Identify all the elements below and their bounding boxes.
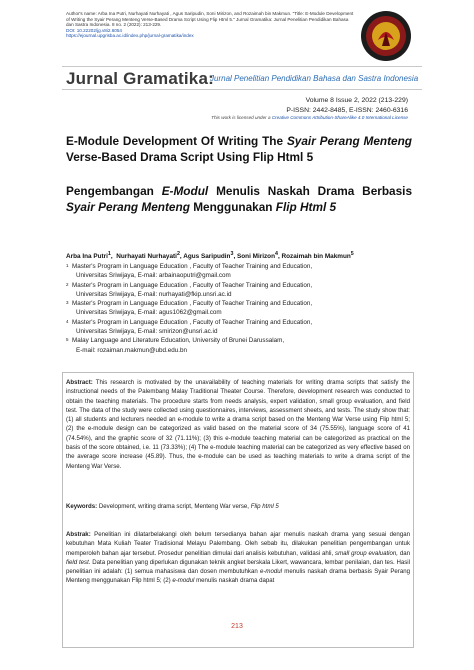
affiliation-line: Master's Program in Language Education , Faculty of Teacher Training and Education, bbox=[72, 318, 313, 326]
citation-block bbox=[66, 11, 356, 39]
abstrak-text: dan bbox=[399, 549, 410, 557]
journal-name: Jurnal Gramatika: bbox=[66, 69, 214, 88]
author-sup: 5 bbox=[350, 251, 354, 257]
abstrak-text: Data penelitian yang diperlukan digunakan teknik angket berskala Likert, wawancara, lembar penilaian, dan tes. Hasil penelitian ini adalah: (1) semua mahasiswa dan dosen membutuhkan bbox=[66, 558, 411, 576]
volume-line: Volume 8 Issue 2, 2022 (213-229) bbox=[305, 97, 408, 104]
issue-meta bbox=[211, 96, 408, 121]
affiliation-item bbox=[66, 262, 412, 281]
keywords-label: Keywords: bbox=[66, 503, 98, 510]
author-list: Arba Ina Putri$^1$, Nurhayati Nurhayati$^2$, Agus Saripudin$^3$, Soni Mirizon$^4$, Rozaimah bin Makmun$^5$ bbox=[66, 251, 354, 261]
affiliation-email-line: Universitas Sriwijaya, E-mail: agus1062@gmail.com bbox=[76, 309, 222, 317]
abstrak-text: menulis naskah drama berbasis Syair Perang Menteng menggunakan Flip html 5; (2) bbox=[66, 568, 410, 585]
affiliation-sup: 3 bbox=[66, 300, 69, 306]
affiliation-line: Master's Program in Language Education , Faculty of Teacher Training and Education, bbox=[72, 300, 313, 308]
title-id-part1: Pengembangan bbox=[66, 184, 154, 198]
affiliation-line: Malay Language and Literature Education, University of Brunei Darussalam, bbox=[72, 337, 285, 345]
title-id-italic1: E-Modul bbox=[161, 184, 209, 198]
journal-url-link[interactable]: https://ejournal.upgrisba.ac.id/index.php/jurnal-gramatika/index bbox=[66, 33, 194, 39]
affiliation-sup: 2 bbox=[66, 281, 69, 287]
abstrak-italic: e-modul bbox=[172, 577, 195, 585]
title-en-italic: Syair Perang Menteng bbox=[286, 134, 412, 148]
affiliation-item bbox=[66, 318, 412, 337]
keywords bbox=[66, 502, 410, 511]
keywords-italic: Flip html 5 bbox=[250, 503, 279, 510]
affiliation-list bbox=[66, 262, 412, 355]
affiliation-item bbox=[66, 336, 412, 355]
journal-header-bar bbox=[62, 66, 422, 90]
abstrak-text: Penelitian ini dilatarbelakangi oleh belum tersedianya bahan ajar menulis naskah drama yang sesuai dengan kebutuhan Mata Kuliah Teater Tradisional Melayu Palembang. Oleh sebab itu, dilakukan penelitian pengembangan untuk memperoleh bahan ajar tersebut. Prosedur penelitian dimulai dari analisis kebutuhan, validasi ahli, bbox=[66, 531, 410, 557]
title-id-part3: Menulis Naskah Drama Berbasis bbox=[216, 184, 413, 198]
article-title-indonesian bbox=[66, 183, 412, 215]
title-id-italic2: Syair Perang Menteng bbox=[66, 200, 190, 214]
abstrak-italic: field test. bbox=[66, 558, 91, 566]
abstract-indonesian bbox=[66, 530, 410, 586]
title-en-part1: E-Module Development Of Writing The bbox=[66, 134, 284, 148]
affiliation-sup: 5 bbox=[66, 337, 69, 343]
title-id-italic3: Flip Html 5 bbox=[275, 200, 337, 214]
abstract-english bbox=[66, 378, 410, 471]
journal-logo bbox=[360, 10, 412, 62]
title-id-part5: Menggunakan bbox=[193, 200, 273, 214]
abstrak-label: Abstrak: bbox=[66, 531, 91, 538]
affiliation-email-line: Universitas Sriwijaya, E-mail: arbainaoputri@gmail.com bbox=[76, 272, 231, 280]
author-sup: 2 bbox=[176, 251, 180, 257]
license-prefix: This work is licensed under a bbox=[211, 115, 271, 120]
abstrak-text: menulis naskah drama dapat bbox=[196, 577, 275, 585]
journal-subtitle: Jurnal Penelitian Pendidikan Bahasa dan Sastra Indonesia bbox=[210, 74, 419, 83]
author-name: Soni Mirizon bbox=[237, 253, 275, 261]
page-number: 213 bbox=[231, 623, 243, 630]
abstract-label: Abstract: bbox=[66, 379, 93, 386]
keywords-text: Development, writing drama script, Menteng War verse, bbox=[98, 503, 250, 510]
abstrak-italic: e-modul bbox=[260, 568, 283, 576]
doi-link[interactable]: DOI: 10.22202/jg.v8i2.6054 bbox=[66, 27, 122, 33]
author-sup: 3 bbox=[230, 251, 234, 257]
affiliation-sup: 4 bbox=[66, 318, 69, 324]
author-sup: 4 bbox=[275, 251, 278, 257]
article-title-english bbox=[66, 133, 412, 165]
title-en-part3: Verse-Based Drama Script Using Flip Html 5 bbox=[66, 150, 314, 164]
affiliation-item bbox=[66, 281, 412, 300]
affiliation-email-line: E-mail: rozaiman.makmun@ubd.edu.bn bbox=[76, 346, 188, 354]
affiliation-item bbox=[66, 299, 412, 318]
author-name: Nurhayati Nurhayati bbox=[116, 253, 177, 261]
affiliation-sup: 1 bbox=[66, 263, 69, 268]
license-line bbox=[211, 115, 408, 121]
abstract-text: This research is motivated by the unavailability of teaching materials for writing drama scripts that satisfy the instructional needs of the Palembang Malay Traditional Theater Course. Therefore, development research was conducted to obtain the teaching materials. The procedure starts from needs analysis, expert validation, small group evaluation, and field test. The data of the study were collected using questionnaires, interviews, assessment sheets, and tests. The study show that: (1) all students and lecturers needed an e-module to write a drama script based on the Menteng War Verse using Flip html 5; (2) the e-module design can be categorized as valid based on the material score of 34 (75.55%), language score of 41 (74.54%), and the graphic score of 32 (71.11%); (3) this e-module teaching material can be categorized as practical on the basis of the score obtained, i.e. 11 (73.33%); (4) The e-module teaching material can be categorized as very effective based on the average score increase (45.89). Thus, the e-module can be used as teaching materials to write a drama script of the Menteng War Verse. bbox=[66, 379, 410, 470]
author-sup: 1 bbox=[107, 251, 111, 257]
author-name: Rozaimah bin Makmun bbox=[281, 253, 351, 261]
author-name: Agus Saripudin bbox=[183, 253, 231, 261]
abstrak-italic: small group evaluation, bbox=[335, 549, 398, 557]
author-name: Arba Ina Putri bbox=[66, 253, 108, 261]
affiliation-email-line: Universitas Sriwijaya, E-mail: nurhayati@fkip.unsri.ac.id bbox=[76, 290, 232, 298]
citation-text: Author's name: Arba Ina Putri, Nurhayati Nurhayati , Agus Saripudin, Soni Mirizon, and Rozaimah bin Makmun. "Title: E-Module Development of Writing the Syair Perang Menteng Verse-Based Drama Script Using Flip Html 5." Jurnal Gramatika: Jurnal Penelitian Pendidikan Bahasa dan Sastra Indonesia. 8 no. 2 (2022): 213-229. bbox=[66, 11, 354, 28]
issn-line: P-ISSN: 2442-8485, E-ISSN: 2460-6316 bbox=[286, 106, 408, 114]
affiliation-line: Master's Program in Language Education , Faculty of Teacher Training and Education, bbox=[72, 281, 313, 289]
affiliation-line: Master's Program in Language Education , Faculty of Teacher Training and Education, bbox=[72, 263, 313, 270]
affiliation-email-line: Universitas Sriwijaya, E-mail: smirizon@unsri.ac.id bbox=[76, 328, 218, 336]
license-link[interactable]: Creative Commons Attribution-ShareAlike 4.0 International License bbox=[271, 115, 408, 120]
